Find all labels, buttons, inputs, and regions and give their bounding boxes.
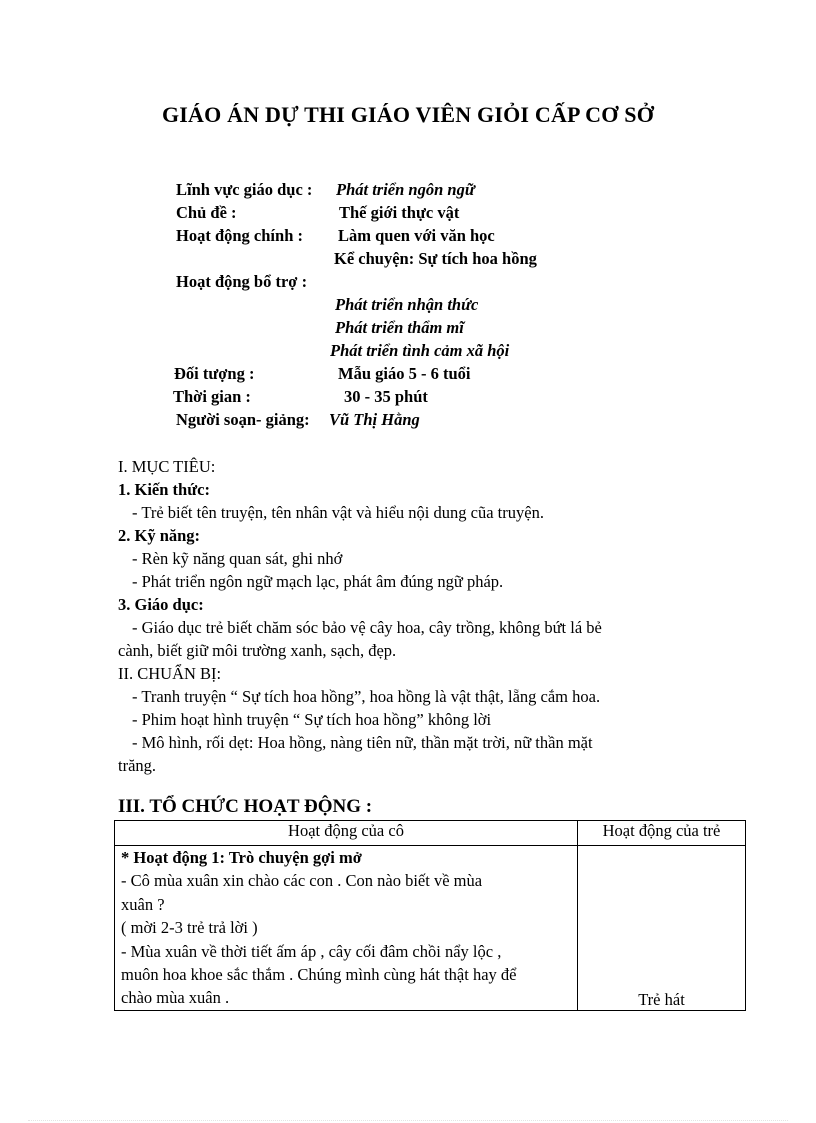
section-heading: II. CHUẨN BỊ: bbox=[118, 664, 222, 683]
body-text: - Phát triển ngôn ngữ mạch lạc, phát âm đúng ngữ pháp. bbox=[132, 572, 504, 591]
author-value: Vũ Thị Hằng bbox=[329, 410, 420, 429]
field-value: Phát triển ngôn ngữ bbox=[336, 180, 475, 199]
subsection-heading: 3. Giáo dục: bbox=[118, 595, 204, 614]
support-activity-label: Hoạt động bổ trợ : bbox=[176, 272, 308, 291]
duration-value: 30 - 35 phút bbox=[344, 387, 428, 406]
topic-value: Thế giới thực vật bbox=[339, 203, 460, 222]
body-text: - Giáo dục trẻ biết chăm sóc bảo vệ cây hoa, cây trồng, không bứt lá bẻ bbox=[132, 618, 602, 637]
main-activity-label: Hoạt động chính : bbox=[176, 226, 303, 245]
field-label: Lĩnh vực giáo dục : bbox=[176, 180, 313, 199]
teacher-activity-cell bbox=[115, 846, 578, 1011]
activity-line: xuân ? bbox=[121, 894, 165, 914]
activity-heading: * Hoạt động 1: Trò chuyện gợi mở bbox=[121, 848, 362, 867]
support-activity-item: Phát triển nhận thức bbox=[335, 295, 479, 314]
activity-line: - Cô mùa xuân xin chào các con . Con nào biết về mùa bbox=[121, 871, 483, 891]
topic-label: Chủ đề : bbox=[176, 203, 237, 222]
duration-label: Thời gian : bbox=[173, 387, 251, 406]
main-activity-story: Kể chuyện: Sự tích hoa hồng bbox=[334, 249, 537, 268]
subsection-heading: 1. Kiến thức: bbox=[118, 480, 210, 499]
body-text: cành, biết giữ môi trường xanh, sạch, đẹp. bbox=[118, 641, 397, 660]
audience-label: Đối tượng : bbox=[174, 364, 255, 383]
activity-line: ( mời 2-3 trẻ trả lời ) bbox=[121, 918, 258, 938]
page-bottom-divider bbox=[28, 1120, 788, 1121]
child-activity-cell: Trẻ hát bbox=[578, 846, 746, 1011]
activity-line: chào mùa xuân . bbox=[121, 988, 230, 1008]
page-title: GIÁO ÁN DỰ THI GIÁO VIÊN GIỎI CẤP CƠ SỞ bbox=[161, 102, 655, 127]
main-activity-value: Làm quen với văn học bbox=[338, 226, 495, 245]
section-heading: III. TỔ CHỨC HOẠT ĐỘNG : bbox=[118, 796, 373, 817]
body-text: trăng. bbox=[118, 756, 157, 775]
activity-line: muôn hoa khoe sắc thắm . Chúng mình cùng hát thật hay để bbox=[121, 965, 517, 985]
audience-value: Mẫu giáo 5 - 6 tuổi bbox=[338, 364, 471, 383]
body-text: - Mô hình, rối dẹt: Hoa hồng, nàng tiên nữ, thần mặt trời, nữ thần mặt bbox=[132, 733, 593, 752]
activity-table bbox=[114, 820, 746, 1011]
subsection-heading: 2. Kỹ năng: bbox=[118, 526, 201, 545]
table-header-row bbox=[115, 821, 746, 846]
support-activity-item: Phát triển thẩm mĩ bbox=[335, 318, 464, 337]
column-header-child: Hoạt động của trẻ bbox=[578, 821, 746, 846]
body-text: - Tranh truyện “ Sự tích hoa hồng”, hoa hồng là vật thật, lẵng cắm hoa. bbox=[132, 687, 601, 706]
section-heading: I. MỤC TIÊU: bbox=[118, 457, 216, 476]
table-row bbox=[115, 846, 746, 1011]
body-text: - Trẻ biết tên truyện, tên nhân vật và hiểu nội dung cũa truyện. bbox=[132, 503, 544, 522]
body-text: - Phim hoạt hình truyện “ Sự tích hoa hồng” không lời bbox=[132, 710, 492, 729]
body-text: - Rèn kỹ năng quan sát, ghi nhớ bbox=[132, 549, 343, 568]
activity-line: - Mùa xuân về thời tiết ấm áp , cây cối đâm chồi nẩy lộc , bbox=[121, 941, 502, 961]
support-activity-item: Phát triển tình cảm xã hội bbox=[330, 341, 510, 360]
column-header-teacher: Hoạt động của cô bbox=[115, 821, 578, 846]
author-label: Người soạn- giảng: bbox=[176, 410, 310, 429]
